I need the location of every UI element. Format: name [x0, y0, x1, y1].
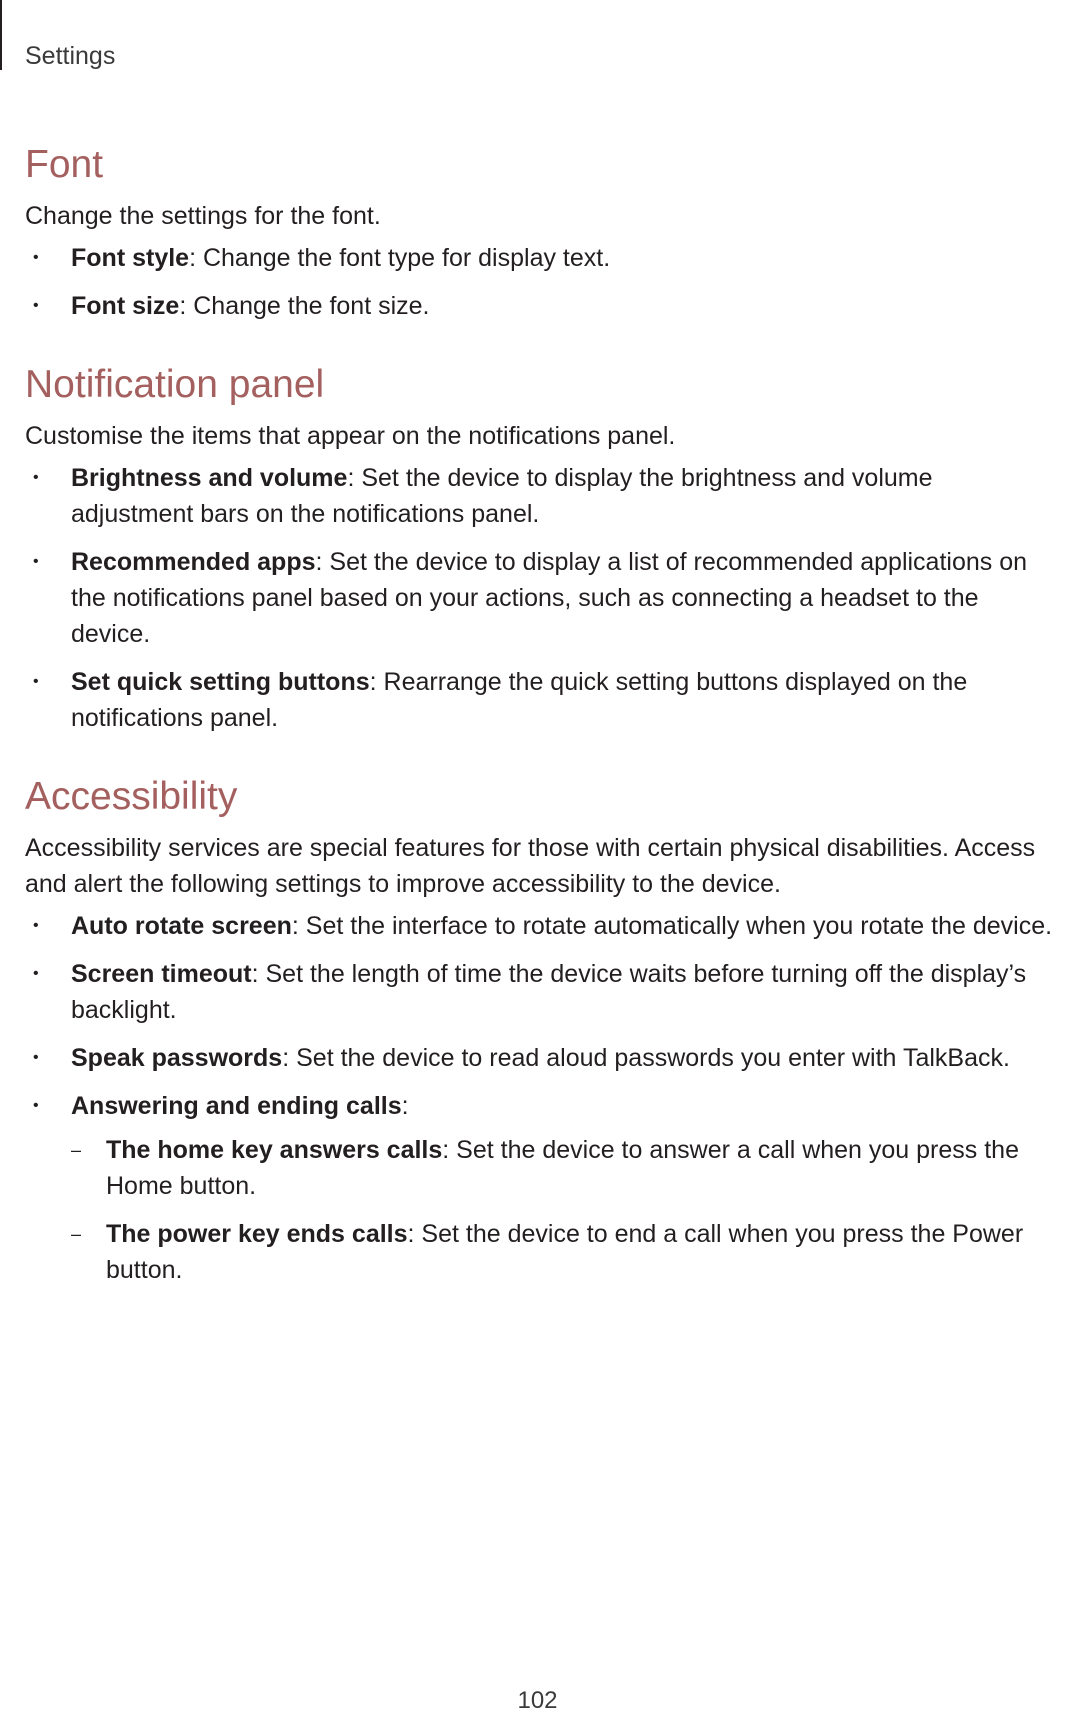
item-term: Font size — [71, 292, 180, 320]
list-item — [25, 1088, 1055, 1288]
item-term: Speak passwords — [71, 1044, 283, 1072]
item-term: Brightness and volume — [71, 464, 348, 492]
section-title-accessibility: Accessibility — [25, 775, 238, 818]
item-term: Set quick setting buttons — [71, 668, 370, 696]
page-edge-rule — [0, 0, 2, 70]
item-desc: : Change the font type for display text. — [189, 244, 611, 272]
item-desc: : — [401, 1092, 409, 1120]
item-desc: : Set the device to read aloud passwords you enter with TalkBack. — [282, 1044, 1010, 1072]
running-header: Settings — [25, 42, 116, 70]
page-number: 102 — [517, 1687, 558, 1714]
item-desc: : Set the interface to rotate automatically when you rotate the device. — [291, 912, 1053, 940]
item-term: Auto rotate screen — [71, 912, 292, 940]
item-term: The power key ends calls — [106, 1220, 408, 1248]
item-desc: : Set the length of time the device waits before turning off the display’s backlight. — [71, 960, 1027, 1024]
bullet-list — [25, 240, 1055, 324]
item-desc: : Set the device to display the brightness and volume adjustment bars on the notifications panel. — [71, 464, 933, 528]
page-content — [25, 140, 1055, 1324]
item-desc: : Change the font size. — [179, 292, 430, 320]
item-desc: : Set the device to end a call when you press the Power button. — [106, 1220, 1024, 1284]
sub-list-item — [71, 1132, 1055, 1204]
section-intro: Change the settings for the font. — [25, 202, 381, 230]
list-item — [25, 288, 1055, 324]
section-notification-panel — [25, 360, 1055, 736]
list-item — [25, 1040, 1055, 1076]
item-term: Recommended apps — [71, 548, 316, 576]
section-accessibility — [25, 772, 1055, 1288]
item-desc: : Set the device to answer a call when you press the Home button. — [106, 1136, 1019, 1200]
item-desc: : Rearrange the quick setting buttons displayed on the notifications panel. — [71, 668, 968, 732]
section-title-font: Font — [25, 143, 104, 186]
section-title-notification-panel: Notification panel — [25, 363, 325, 406]
list-item — [25, 460, 1055, 532]
list-item — [25, 664, 1055, 736]
list-item — [25, 544, 1055, 652]
sub-list-item — [71, 1216, 1055, 1288]
section-font — [25, 140, 1055, 324]
section-intro: Accessibility services are special features for those with certain physical disabilities. Access and alert the following settings to improve accessibility to the device. — [25, 834, 1036, 898]
item-term: Screen timeout — [71, 960, 252, 988]
list-item — [25, 956, 1055, 1028]
item-term: Answering and ending calls — [71, 1092, 402, 1120]
list-item — [25, 908, 1055, 944]
item-term: The home key answers calls — [106, 1136, 443, 1164]
bullet-list — [25, 908, 1055, 1288]
list-item — [25, 240, 1055, 276]
item-desc: : Set the device to display a list of recommended applications on the notifications panel based on your actions, such as connecting a headset to the device. — [71, 548, 1028, 648]
section-intro: Customise the items that appear on the notifications panel. — [25, 422, 676, 450]
item-term: Font style — [71, 244, 190, 272]
sub-list — [71, 1132, 1055, 1288]
bullet-list — [25, 460, 1055, 736]
